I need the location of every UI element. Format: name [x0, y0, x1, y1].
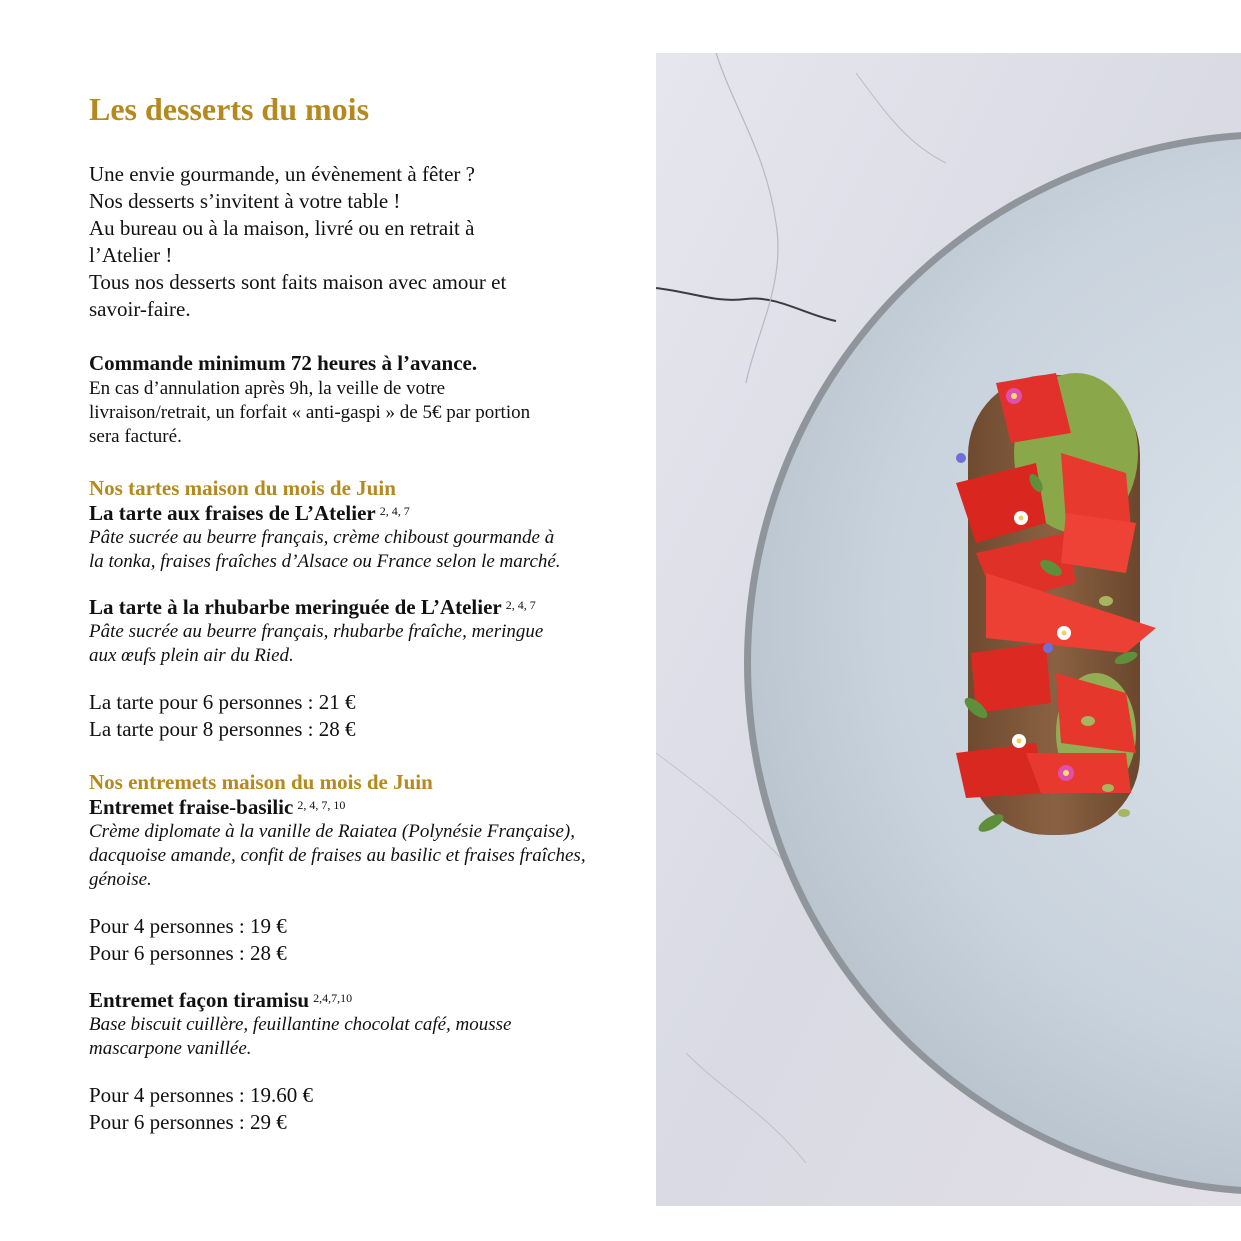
allergen-codes: 2, 4, 7 — [505, 598, 536, 613]
dessert-name-text: Entremet fraise-basilic — [89, 795, 294, 820]
dessert-name — [89, 795, 649, 820]
intro-line: l’Atelier ! — [89, 243, 173, 268]
section-heading-entremets: Nos entremets maison du mois de Juin — [89, 770, 433, 795]
menu-text-column — [89, 92, 649, 1136]
dessert-description-line: Pâte sucrée au beurre français, rhubarbe fraîche, meringue — [89, 621, 544, 643]
price-line: Pour 6 personnes : 28 € — [89, 941, 287, 966]
dessert-name — [89, 595, 649, 620]
dessert-description-line: la tonka, fraises fraîches d’Alsace ou France selon le marché. — [89, 551, 561, 573]
intro-line: savoir-faire. — [89, 297, 191, 322]
order-note-line: sera facturé. — [89, 426, 182, 448]
intro-line: Nos desserts s’invitent à votre table ! — [89, 189, 401, 214]
price-line: La tarte pour 6 personnes : 21 € — [89, 690, 356, 715]
order-note-line: livraison/retrait, un forfait « anti-gaspi » de 5€ par portion — [89, 402, 531, 424]
price-line: Pour 4 personnes : 19 € — [89, 914, 287, 939]
dessert-name-text: La tarte aux fraises de L’Atelier — [89, 501, 376, 526]
allergen-codes: 2, 4, 7, 10 — [297, 798, 346, 813]
price-line: Pour 4 personnes : 19.60 € — [89, 1083, 313, 1108]
price-line: La tarte pour 8 personnes : 28 € — [89, 717, 356, 742]
intro-line: Une envie gourmande, un évènement à fêter ? — [89, 162, 475, 187]
tartes-section — [89, 476, 649, 743]
order-note-line: En cas d’annulation après 9h, la veille de votre — [89, 378, 446, 400]
entremets-section — [89, 770, 649, 1136]
price-line: Pour 6 personnes : 29 € — [89, 1110, 287, 1135]
dessert-description-line: Base biscuit cuillère, feuillantine chocolat café, mousse — [89, 1014, 512, 1036]
dessert-name-text: La tarte à la rhubarbe meringuée de L’Atelier — [89, 595, 502, 620]
allergen-codes: 2,4,7,10 — [313, 991, 353, 1006]
intro-line: Au bureau ou à la maison, livré ou en retrait à — [89, 216, 475, 241]
dessert-description-line: Crème diplomate à la vanille de Raiatea (Polynésie Française), — [89, 821, 575, 843]
dessert-description-line: Pâte sucrée au beurre français, crème chiboust gourmande à — [89, 527, 555, 549]
dessert-description-line: génoise. — [89, 869, 152, 891]
intro-line: Tous nos desserts sont faits maison avec amour et — [89, 270, 507, 295]
allergen-codes: 2, 4, 7 — [379, 504, 410, 519]
dessert-name — [89, 501, 649, 526]
page-title: Les desserts du mois — [89, 91, 370, 127]
dessert-photo — [656, 53, 1241, 1206]
dessert-description-line: mascarpone vanillée. — [89, 1038, 252, 1060]
intro-paragraph — [89, 161, 649, 323]
order-headline: Commande minimum 72 heures à l’avance. — [89, 351, 478, 376]
order-conditions — [89, 350, 649, 449]
section-heading-tartes: Nos tartes maison du mois de Juin — [89, 476, 396, 501]
dessert-name — [89, 988, 649, 1013]
dessert-description-line: aux œufs plein air du Ried. — [89, 645, 294, 667]
dessert-description-line: dacquoise amande, confit de fraises au basilic et fraises fraîches, — [89, 845, 586, 867]
dessert-name-text: Entremet façon tiramisu — [89, 988, 310, 1013]
